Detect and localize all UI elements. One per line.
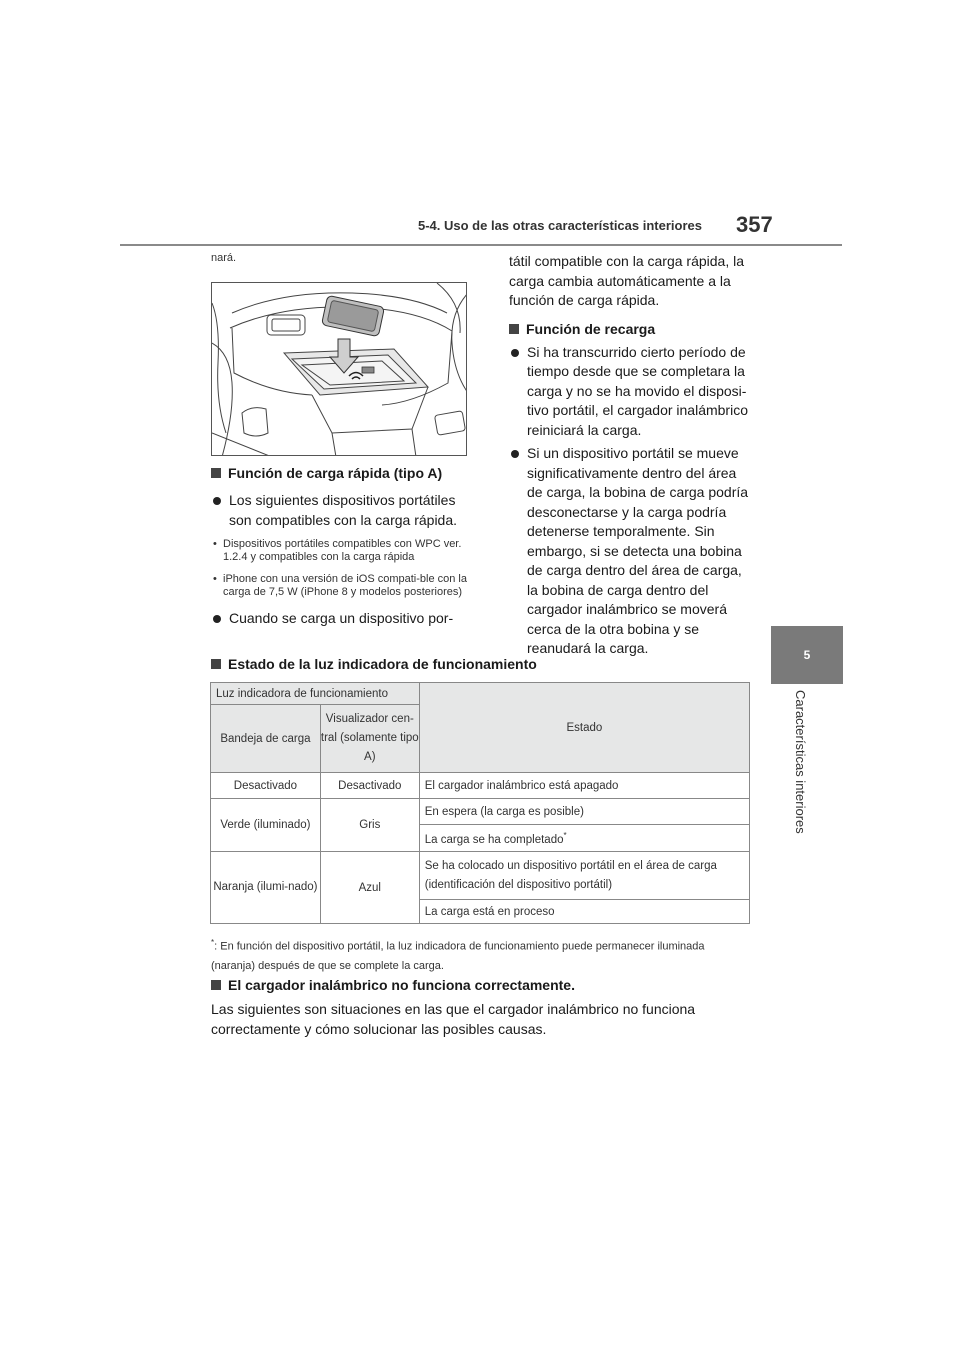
sub-bullet-wpc-text: Dispositivos portátiles compatibles con WPC ver. 1.2.4 y compatibles con la carga rápida <box>223 538 462 563</box>
chapter-tab: 5 <box>771 626 843 684</box>
round-bullet-icon <box>213 615 221 623</box>
sub-bullet-mark: • <box>213 538 217 550</box>
wireless-charging-tray-illustration <box>212 283 467 456</box>
sub-bullet-iphone-text: iPhone con una versión de iOS compati-ble con la carga de 7,5 W (iPhone 8 y modelos posteriores) <box>223 573 467 598</box>
right-column <box>509 252 749 659</box>
bullet-compatible <box>211 491 473 530</box>
table-row <box>211 799 750 825</box>
bullet-recharge-2-text: Si un dispositivo portátil se mueve significativamente dentro del área de carga, la bobina de carga podría desconectarse y la carga podría detenerse temporalmente. Sin embargo, si se detecta una bobina de carga dentro del área de carga, la bobina de carga dentro del cargador inalámbrico se moverá cerca de la otra bobina y se reanudará la carga. <box>527 445 749 656</box>
troubleshoot-text: Las siguientes son situaciones en las que el cargador inalámbrico no funciona correctamente y cómo solucionar las posibles causas. <box>211 1001 696 1037</box>
heading-fast-charge-text: Función de carga rápida (tipo A) <box>228 465 443 481</box>
sub-bullet-iphone <box>211 573 473 599</box>
cell-state: El cargador inalámbrico está apagado <box>419 773 749 799</box>
cell-display: Azul <box>320 852 419 924</box>
bullet-charging-start <box>211 609 473 629</box>
cell-tray: Verde (iluminado) <box>211 799 321 852</box>
heading-troubleshoot-text: El cargador inalámbrico no funciona correctamente. <box>228 977 575 993</box>
sub-bullet-wpc <box>211 538 473 564</box>
square-bullet-icon <box>211 980 221 990</box>
heading-recharge-text: Función de recarga <box>526 320 656 337</box>
square-bullet-icon <box>509 324 519 334</box>
left-column <box>211 252 473 629</box>
cell-tray: Desactivado <box>211 773 321 799</box>
footnote-marker: * <box>563 830 567 840</box>
bullet-charging-start-text: Cuando se carga un dispositivo por- <box>229 610 454 626</box>
cell-tray: Naranja (ilumi-nado) <box>211 852 321 924</box>
status-table-wrap <box>210 682 750 924</box>
section-title: 5-4. Uso de las otras características interiores <box>418 218 702 233</box>
table-header-state: Estado <box>419 683 749 773</box>
square-bullet-icon <box>211 468 221 478</box>
status-table <box>210 682 750 924</box>
bullet-recharge-2 <box>509 444 749 659</box>
text-fragment: nará. <box>211 252 237 264</box>
square-bullet-icon <box>211 659 221 669</box>
header-divider <box>120 244 842 246</box>
table-header-tray: Bandeja de carga <box>211 705 321 773</box>
chapter-label: Características interiores <box>793 690 808 834</box>
page-number: 357 <box>736 212 773 237</box>
bullet-recharge-1-text: Si ha transcurrido cierto período de tiempo desde que se completara la carga y no se ha movido el disposi-tivo portátil, el cargador inalámbrico reiniciará la carga. <box>527 343 748 438</box>
bullet-recharge-1 <box>509 343 749 441</box>
heading-recharge <box>509 320 749 339</box>
heading-status-text: Estado de la luz indicadora de funcionamiento <box>228 656 537 672</box>
footnote-marker: * <box>211 938 215 947</box>
cell-display: Gris <box>320 799 419 852</box>
table-header-display: Visualizador cen-tral (solamente tipo A) <box>320 705 419 773</box>
cell-state: Se ha colocado un dispositivo portátil en el área de carga (identificación del dispositivo portátil) <box>419 852 749 900</box>
cell-state: La carga está en proceso <box>419 900 749 924</box>
table-header-group: Luz indicadora de funcionamiento <box>211 683 420 705</box>
sub-bullet-mark: • <box>213 573 217 585</box>
cell-state-text: La carga se ha completado <box>424 833 564 846</box>
heading-troubleshoot <box>211 976 575 995</box>
footnote-text: : En función del dispositivo portátil, la luz indicadora de funcionamiento puede permanecer iluminada (naranja) después de que se complete la carga. <box>211 940 705 972</box>
cell-state: En espera (la carga es posible) <box>419 799 749 825</box>
round-bullet-icon <box>511 450 519 458</box>
cell-state <box>419 825 749 852</box>
table-row <box>211 852 750 900</box>
cell-display: Desactivado <box>320 773 419 799</box>
table-footnote <box>211 933 751 976</box>
table-row <box>211 773 750 799</box>
round-bullet-icon <box>511 349 519 357</box>
wireless-charger-figure <box>211 282 467 456</box>
heading-status <box>211 655 537 674</box>
continuation-text: tátil compatible con la carga rápida, la carga cambia automáticamente a la función de carga rápida. <box>509 253 745 308</box>
round-bullet-icon <box>213 497 221 505</box>
heading-fast-charge <box>211 464 473 483</box>
bullet-compatible-text: Los siguientes dispositivos portátiles son compatibles con la carga rápida. <box>229 492 458 528</box>
